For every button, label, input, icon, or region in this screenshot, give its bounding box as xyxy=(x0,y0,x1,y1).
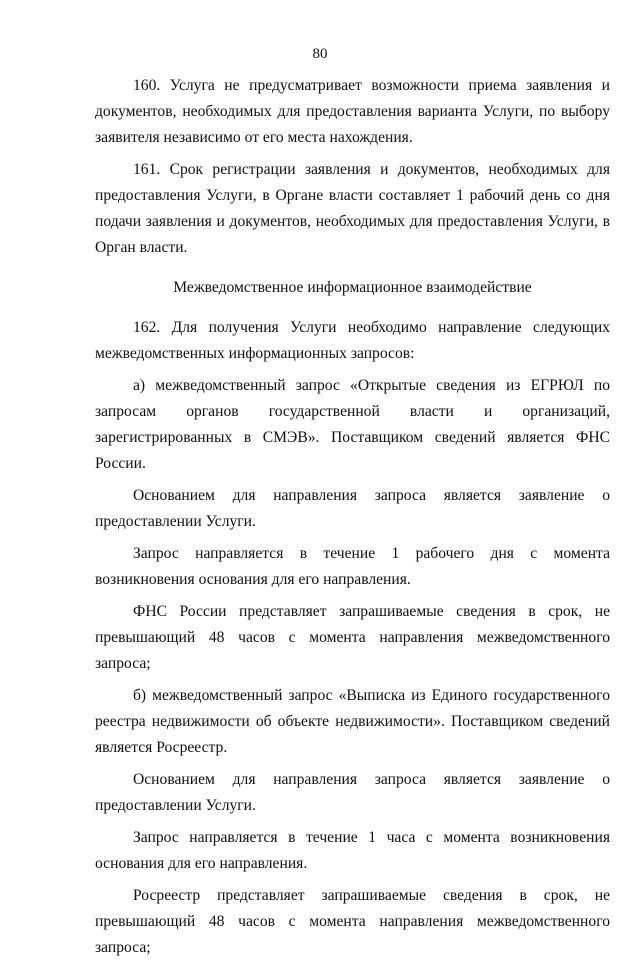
paragraph-timing-b: Запрос направляется в течение 1 часа с момента возникновения основания для его направления. xyxy=(95,829,610,872)
paragraph-162: 162. Для получения Услуги необходимо направление следующих межведомственных информационных запросов: xyxy=(95,319,610,362)
paragraph-request-b: б) межведомственный запрос «Выписка из Единого государственного реестра недвижимости об объекте недвижимости». Поставщиком сведений является Росреестр. xyxy=(95,687,610,756)
document-body xyxy=(95,73,610,967)
paragraph-161: 161. Срок регистрации заявления и документов, необходимых для предоставления Услуги, в Органе власти составляет 1 рабочий день со дня подачи заявления и документов, необходимых для предоставления Услуги, в Орган власти. xyxy=(95,161,610,256)
paragraph-response-b: Росреестр представляет запрашиваемые сведения в срок, не превышающий 48 часов с момента направления межведомственного запроса; xyxy=(95,887,610,956)
paragraph-timing-a: Запрос направляется в течение 1 рабочего дня с момента возникновения основания для его направления. xyxy=(95,545,610,588)
paragraph-160: 160. Услуга не предусматривает возможности приема заявления и документов, необходимых для предоставления варианта Услуги, по выбору заявителя независимо от его места нахождения. xyxy=(95,77,610,146)
paragraph-request-a: а) межведомственный запрос «Открытые сведения из ЕГРЮЛ по запросам органов государственной власти и организаций, зарегистрированных в СМЭВ». Поставщиком сведений является ФНС России. xyxy=(95,377,610,472)
paragraph-basis-a: Основанием для направления запроса является заявление о предоставлении Услуги. xyxy=(95,487,610,530)
paragraph-response-a: ФНС России представляет запрашиваемые сведения в срок, не превышающий 48 часов с момента направления межведомственного запроса; xyxy=(95,603,610,672)
section-heading: Межведомственное информационное взаимодействие xyxy=(173,279,532,296)
page-number: 80 xyxy=(312,46,328,62)
paragraph-basis-b: Основанием для направления запроса является заявление о предоставлении Услуги. xyxy=(95,771,610,814)
